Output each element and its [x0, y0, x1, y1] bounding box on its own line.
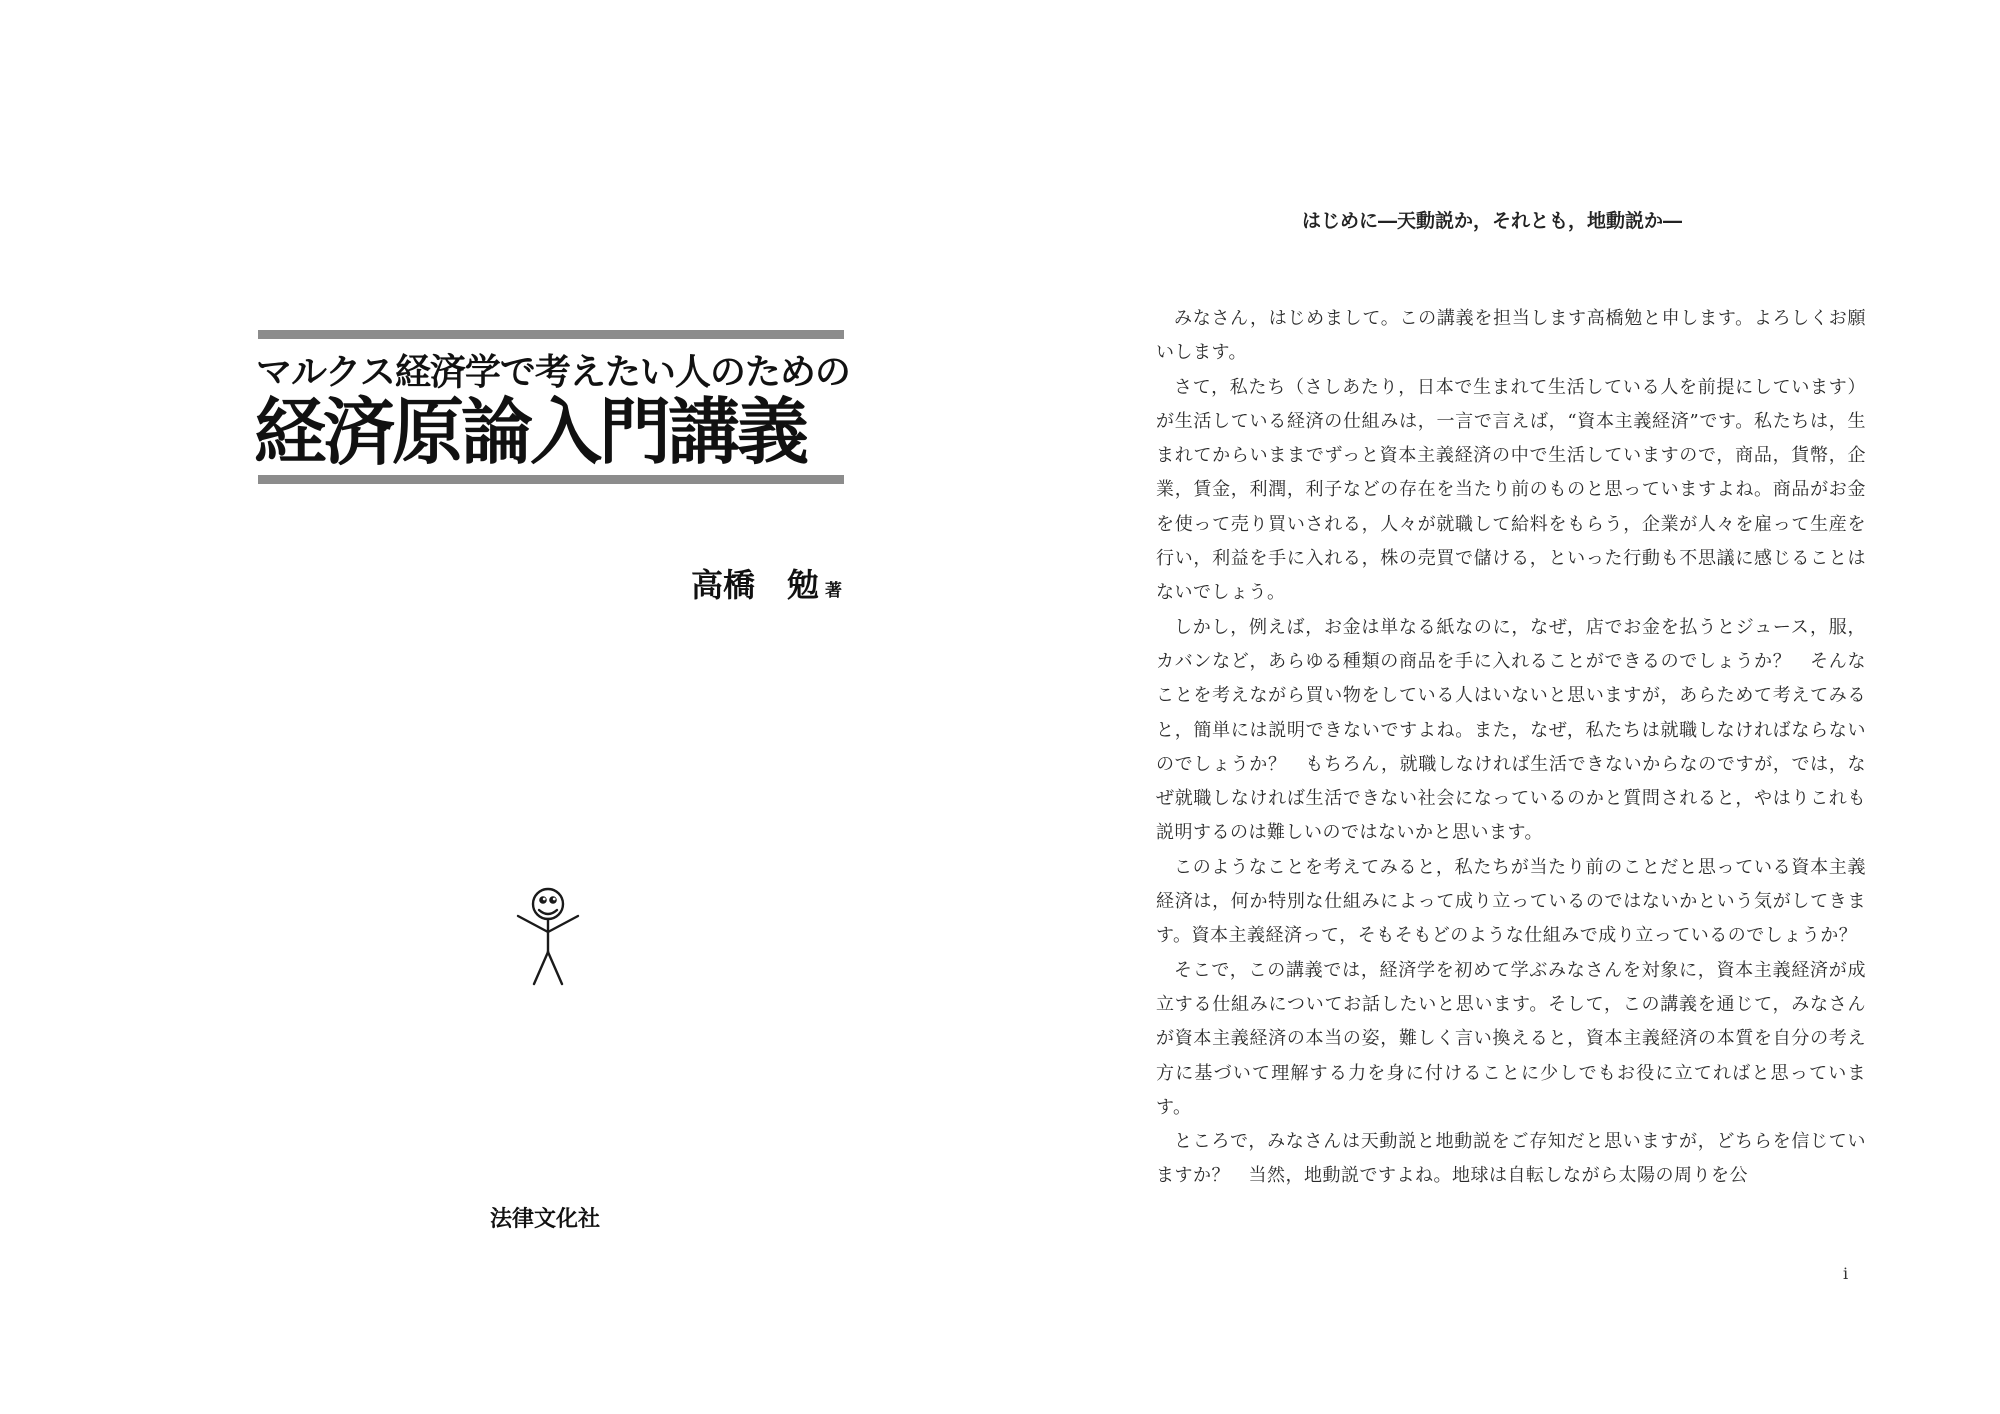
book-title: 経済原論入門講義: [254, 390, 807, 474]
preface-body: [1156, 302, 1866, 1194]
paragraph: みなさん，はじめまして。この講義を担当します高橋勉と申します。よろしくお願いします。: [1156, 308, 1866, 364]
author-line: [691, 560, 842, 606]
stick-figure-icon: [512, 884, 584, 994]
page-number: i: [1843, 1264, 1849, 1283]
publisher-name: 法律文化社: [490, 1207, 601, 1232]
paragraph: さて，私たち（さしあたり，日本で生まれて生活している人を前提にしています）が生活している経済の仕組みは，一言で言えば，“資本主義経済”です。私たちは，生まれてからいままでずっと資本主義経済の中で生活していますので，商品，貨幣，企業，賃金，利潤，利子などの存在を当たり前のものと思っていますよね。商品がお金を使って売り買いされる，人々が就職して給料をもらう，企業が人々を雇って生産を行い，利益を手に入れる，株の売買で儲ける，といった行動も不思議に感じることはないでしょう。: [1156, 376, 1866, 604]
preface-page: [1000, 0, 2000, 1414]
title-rule-bottom: [258, 475, 844, 484]
author-suffix: 著: [825, 581, 842, 601]
paragraph: そこで，この講義では，経済学を初めて学ぶみなさんを対象に，資本主義経済が成立する仕組みについてお話したいと思います。そして，この講義を通じて，みなさんが資本主義経済の本当の姿，難しく言い換えると，資本主義経済の本質を自分の考え方に基づいて理解する力を身に付けることに少しでもお役に立てればと思っています。: [1156, 959, 1866, 1118]
book-subtitle: マルクス経済学で考えたい人のための: [256, 352, 850, 393]
title-rule-top: [258, 330, 844, 339]
paragraph: しかし，例えば，お金は単なる紙なのに，なぜ，店でお金を払うとジュース，服，カバンなど，あらゆる種類の商品を手に入れることができるのでしょうか？ そんなことを考えながら買い物をしている人はいないと思いますが，あらためて考えてみると，簡単には説明できないですよね。また，なぜ，私たちは就職しなければならないのでしょうか？ もちろん，就職しなければ生活できないからなのですが，では，なぜ就職しなければ生活できない社会になっているのかと質問されると，やはりこれも説明するのは難しいのではないかと思います。: [1156, 616, 1866, 844]
chapter-heading: はじめに―天動説か，それとも，地動説か―: [1302, 210, 1683, 232]
author-name: 高橋 勉: [690, 566, 819, 604]
paragraph: ところで，みなさんは天動説と地動説をご存知だと思いますが，どちらを信じていますか？ 当然，地動説ですよね。地球は自転しながら太陽の周りを公: [1156, 1131, 1866, 1187]
paragraph: このようなことを考えてみると，私たちが当たり前のことだと思っている資本主義経済は，何か特別な仕組みによって成り立っているのではないかという気がしてきます。資本主義経済って，そもそもどのような仕組みで成り立っているのでしょうか？: [1156, 856, 1866, 947]
